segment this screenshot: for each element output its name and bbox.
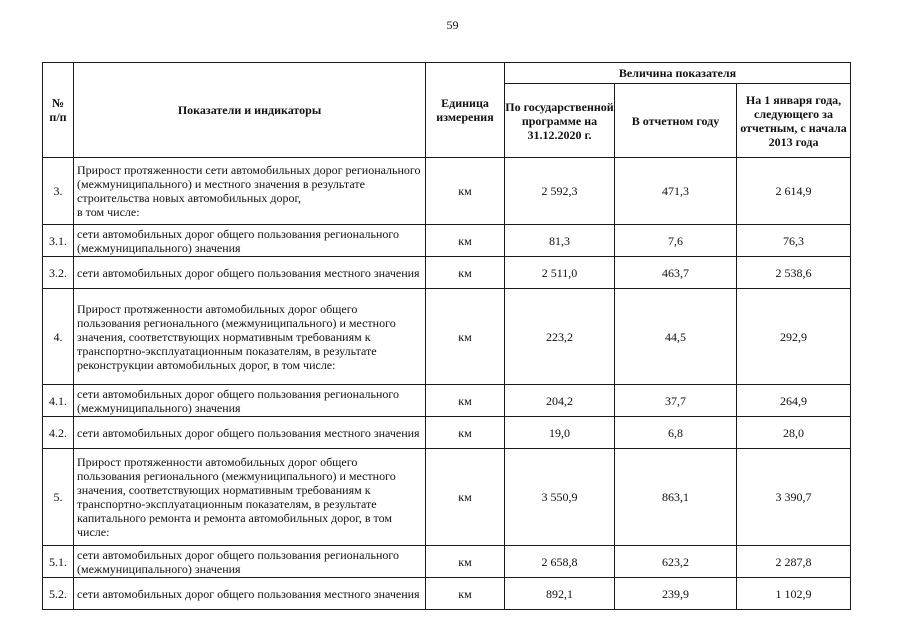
row-unit: км — [426, 449, 505, 546]
row-unit: км — [426, 417, 505, 449]
table-row — [43, 546, 851, 578]
row-indicator: Прирост протяженности автомобильных дорог общего пользования регионального (межмуниципального) и местного значения, соответствующих нормативным требованиям к транспортно-эксплуатационным показателям, в результате реконструкции автомобильных дорог, в том числе: — [74, 289, 426, 385]
row-reporting-year-value: 471,3 — [615, 158, 737, 225]
row-reporting-year-value: 6,8 — [615, 417, 737, 449]
header-program: По государственной программе на 31.12.2020 г. — [505, 84, 615, 158]
row-since-2013-value: 2 287,8 — [737, 546, 851, 578]
table-row — [43, 225, 851, 257]
row-reporting-year-value: 863,1 — [615, 449, 737, 546]
row-reporting-year-value: 37,7 — [615, 385, 737, 417]
row-unit: км — [426, 289, 505, 385]
row-unit: км — [426, 257, 505, 289]
table-row — [43, 158, 851, 225]
table-row — [43, 417, 851, 449]
row-reporting-year-value: 44,5 — [615, 289, 737, 385]
row-reporting-year-value: 239,9 — [615, 578, 737, 610]
row-number: 4. — [43, 289, 74, 385]
row-indicator: Прирост протяженности автомобильных дорог общего пользования регионального (межмуниципального) и местного значения, соответствующих нормативным требованиям к транспортно-эксплуатационным показателям, в результате капитального ремонта и ремонта автомобильных дорог, в том числе: — [74, 449, 426, 546]
row-indicator: сети автомобильных дорог общего пользования местного значения — [74, 417, 426, 449]
row-since-2013-value: 3 390,7 — [737, 449, 851, 546]
row-since-2013-value: 292,9 — [737, 289, 851, 385]
header-indicator: Показатели и индикаторы — [74, 63, 426, 158]
row-program-value: 81,3 — [505, 225, 615, 257]
row-number: 4.1. — [43, 385, 74, 417]
header-unit: Единица измерения — [426, 63, 505, 158]
header-number: № п/п — [43, 63, 74, 158]
row-number: 3. — [43, 158, 74, 225]
row-unit: км — [426, 385, 505, 417]
row-since-2013-value: 28,0 — [737, 417, 851, 449]
row-program-value: 892,1 — [505, 578, 615, 610]
header-value-group: Величина показателя — [505, 63, 851, 84]
row-program-value: 2 658,8 — [505, 546, 615, 578]
row-program-value: 3 550,9 — [505, 449, 615, 546]
row-unit: км — [426, 546, 505, 578]
row-indicator: сети автомобильных дорог общего пользования местного значения — [74, 578, 426, 610]
table-row — [43, 449, 851, 546]
row-program-value: 2 511,0 — [505, 257, 615, 289]
row-reporting-year-value: 623,2 — [615, 546, 737, 578]
row-reporting-year-value: 7,6 — [615, 225, 737, 257]
row-number: 5.1. — [43, 546, 74, 578]
row-number: 5.2. — [43, 578, 74, 610]
page-number: 59 — [446, 18, 459, 32]
row-since-2013-value: 76,3 — [737, 225, 851, 257]
row-unit: км — [426, 158, 505, 225]
row-number: 3.1. — [43, 225, 74, 257]
row-indicator: сети автомобильных дорог общего пользования регионального (межмуниципального) значения — [74, 225, 426, 257]
row-indicator: сети автомобильных дорог общего пользования регионального (межмуниципального) значения — [74, 385, 426, 417]
header-reporting-year: В отчетном году — [615, 84, 737, 158]
row-number: 4.2. — [43, 417, 74, 449]
row-program-value: 19,0 — [505, 417, 615, 449]
row-program-value: 204,2 — [505, 385, 615, 417]
row-number: 3.2. — [43, 257, 74, 289]
row-unit: км — [426, 225, 505, 257]
indicators-table — [42, 62, 851, 610]
row-since-2013-value: 264,9 — [737, 385, 851, 417]
row-since-2013-value: 2 538,6 — [737, 257, 851, 289]
row-since-2013-value: 1 102,9 — [737, 578, 851, 610]
row-since-2013-value: 2 614,9 — [737, 158, 851, 225]
row-unit: км — [426, 578, 505, 610]
row-indicator: Прирост протяженности сети автомобильных дорог регионального (межмуниципального) и местного значения в результате строительства новых автомобильных дорог, в том числе: — [74, 158, 426, 225]
header-since-2013: На 1 января года, следующего за отчетным, с начала 2013 года — [737, 84, 851, 158]
row-indicator: сети автомобильных дорог общего пользования регионального (межмуниципального) значения — [74, 546, 426, 578]
row-number: 5. — [43, 449, 74, 546]
table-row — [43, 289, 851, 385]
table-row — [43, 578, 851, 610]
row-program-value: 2 592,3 — [505, 158, 615, 225]
table-row — [43, 257, 851, 289]
row-reporting-year-value: 463,7 — [615, 257, 737, 289]
row-indicator: сети автомобильных дорог общего пользования местного значения — [74, 257, 426, 289]
row-program-value: 223,2 — [505, 289, 615, 385]
table-row — [43, 385, 851, 417]
